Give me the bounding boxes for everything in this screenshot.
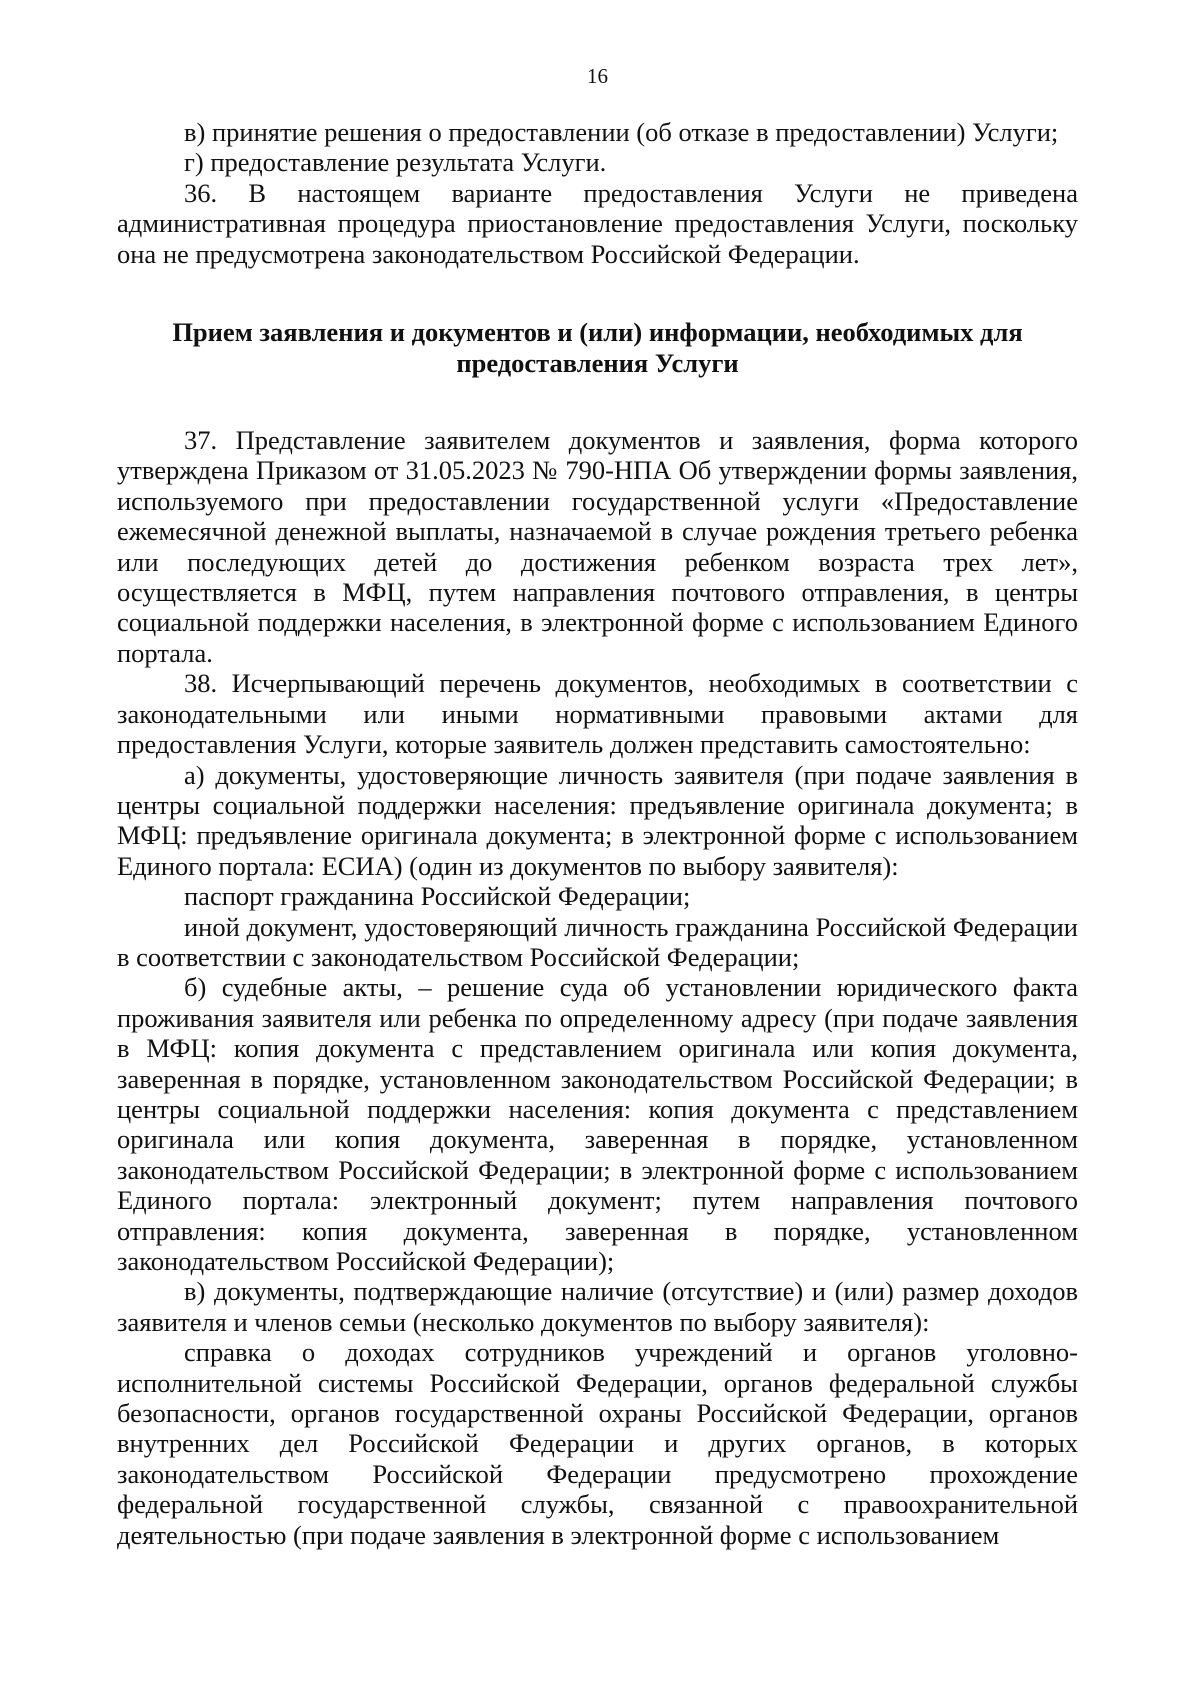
paragraph-item-a: а) документы, удостоверяющие личность заявителя (при подаче заявления в центры социальной поддержки населения: предъявление оригинала документа; в МФЦ: предъявление оригинала документа; в электронной форме с использованием Единого портала: ЕСИА) (один из документов по выбору заявителя):: [117, 759, 1078, 881]
paragraph-36: 36. В настоящем варианте предоставления Услуги не приведена административная процедура приостановление предоставления Услуги, поскольку она не предусмотрена законодательством Российской Федерации.: [117, 177, 1078, 269]
document-page: [117, 64, 1078, 1550]
paragraph-item-g: г) предоставление результата Услуги.: [184, 147, 607, 178]
paragraph-item-v-income: в) документы, подтверждающие наличие (отсутствие) и (или) размер доходов заявителя и членов семьи (несколько документов по выбору заявителя):: [117, 1276, 1078, 1337]
paragraph-item-b: б) судебные акты, – решение суда об установлении юридического факта проживания заявителя или ребенка по определенному адресу (при подаче заявления в МФЦ: копия документа с представлением оригинала или копия документа, заверенная в порядке, установленном законодательством Российской Федерации; в центры социальной поддержки населения: копия документа с представлением оригинала или копия документа, заверенная в порядке, установленном законодательством Российской Федерации; в электронной форме с использованием Единого портала: электронный документ; путем направления почтового отправления: копия документа, заверенная в порядке, установленном законодательством Российской Федерации);: [117, 972, 1078, 1276]
page-number: 16: [587, 64, 608, 88]
paragraph-passport: паспорт гражданина Российской Федерации;: [184, 881, 691, 912]
paragraph-item-v: в) принятие решения о предоставлении (об отказе в предоставлении) Услуги;: [184, 117, 1059, 147]
paragraph-income-certificate: справка о доходах сотрудников учреждений и органов уголовно-исполнительной системы Российской Федерации, органов федеральной службы безопасности, органов государственной охраны Российской Федерации, органов внутренних дел Российской Федерации и других органов, в которых законодательством Российской Федерации предусмотрено прохождение федеральной государственной службы, связанной с правоохранительной деятельностью (при подаче заявления в электронной форме с использованием: [117, 1337, 1078, 1550]
paragraph-other-id-document: иной документ, удостоверяющий личность гражданина Российской Федерации в соответствии с законодательством Российской Федерации;: [117, 911, 1078, 972]
paragraph-38: 38. Исчерпывающий перечень документов, необходимых в соответствии с законодательными или иными нормативными правовыми актами для предоставления Услуги, которые заявитель должен представить самостоятельно:: [117, 668, 1078, 760]
paragraph-37: 37. Представление заявителем документов и заявления, форма которого утверждена Приказом от 31.05.2023 № 790-НПА Об утверждении формы заявления, используемого при предоставлении государственной услуги «Предоставление ежемесячной денежной выплаты, назначаемой в случае рождения третьего ребенка или последующих детей до достижения ребенком возраста трех лет», осуществляется в МФЦ, путем направления почтового отправления, в центры социальной поддержки населения, в электронной форме с использованием Единого портала.: [117, 425, 1078, 668]
section-heading: Прием заявления и документов и (или) информации, необходимых для предоставления Услуги: [172, 317, 1023, 379]
